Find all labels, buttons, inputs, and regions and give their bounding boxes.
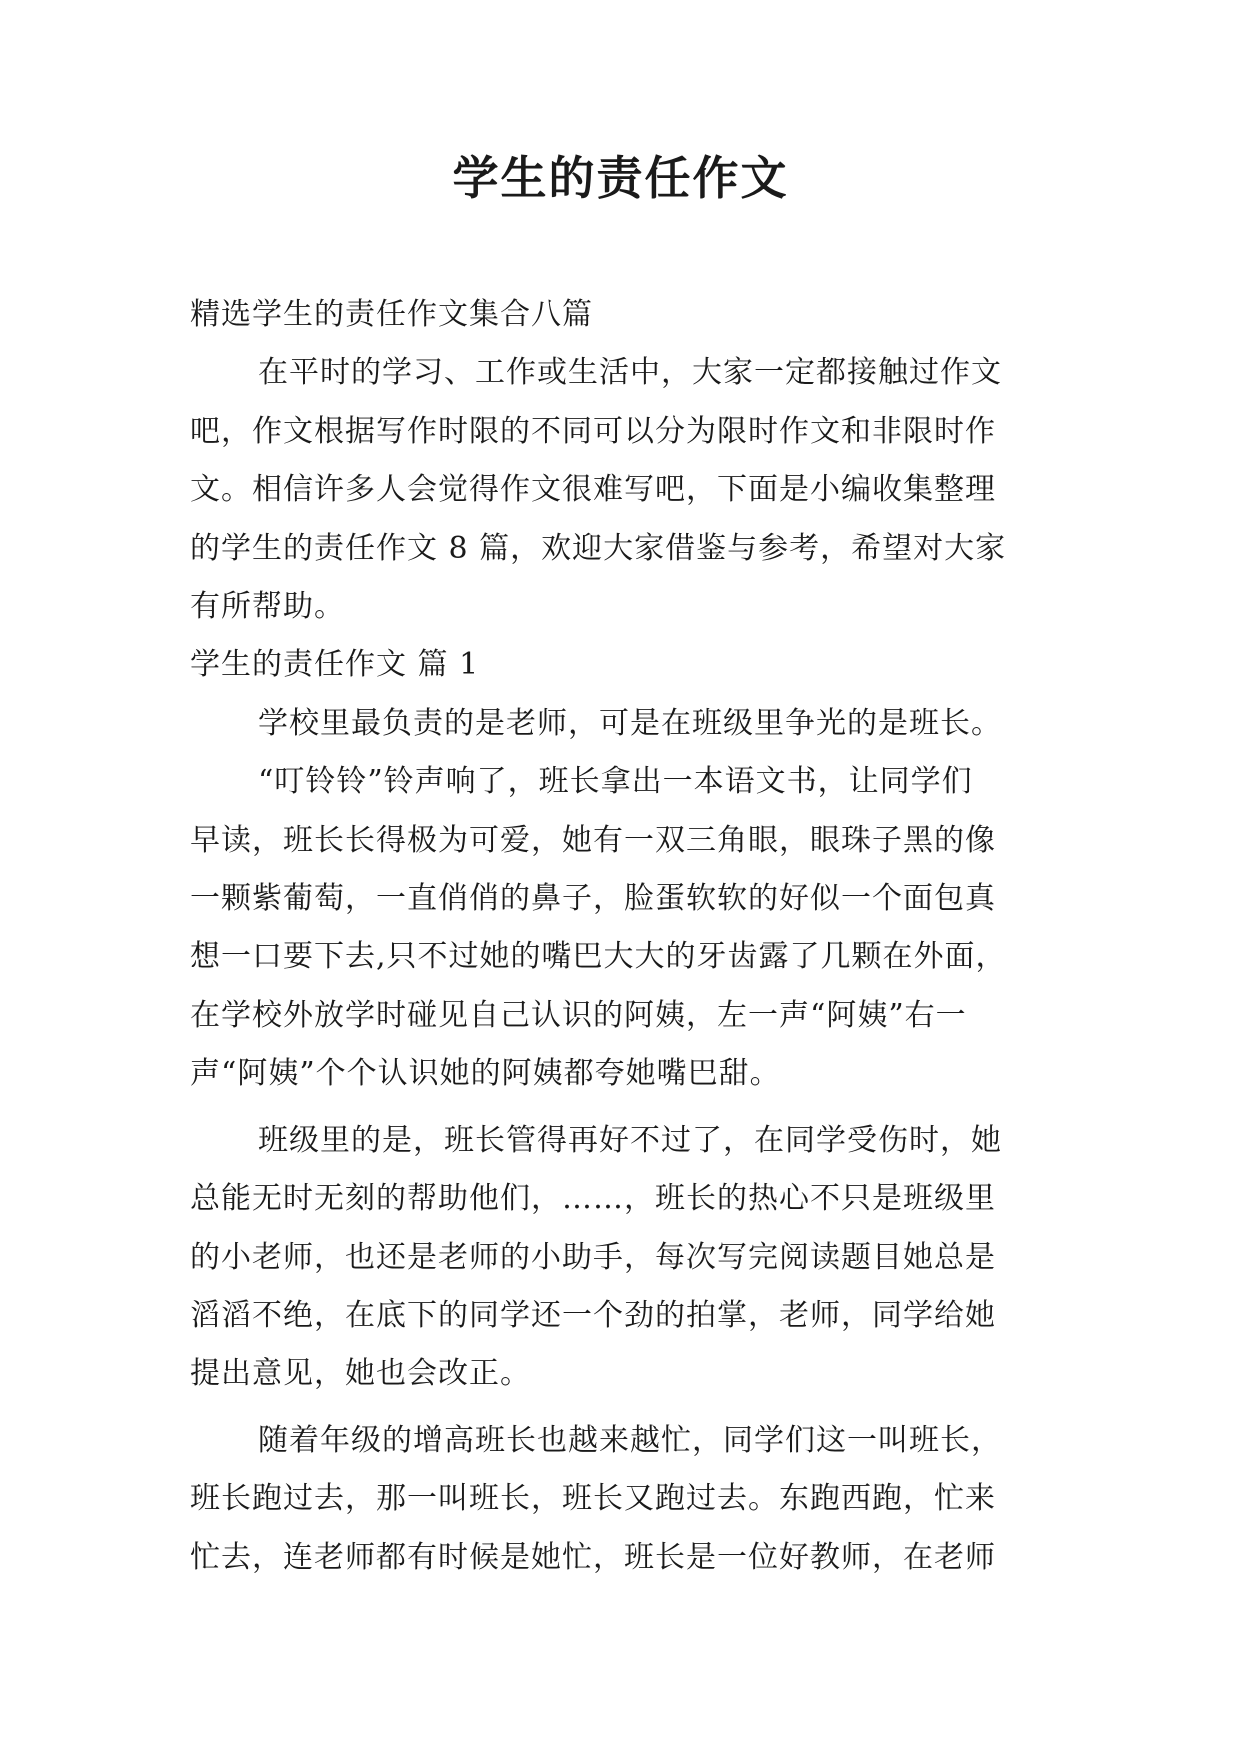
text-line: 在平时的学习、工作或生活中，大家一定都接触过作文 <box>258 355 1002 391</box>
essay-heading: 学生的责任作文 篇 1 <box>190 647 480 683</box>
text-line: 总能无时无刻的帮助他们，……，班长的热心不只是班级里 <box>190 1181 996 1217</box>
text-line: 学校里最负责的是老师，可是在班级里争光的是班长。 <box>258 705 1002 741</box>
text-line: 随着年级的增高班长也越来越忙，同学们这一叫班长， <box>258 1422 1002 1458</box>
text-line: 想一口要下去,只不过她的嘴巴大大的牙齿露了几颗在外面， <box>190 939 1007 975</box>
document-body <box>190 286 1052 1587</box>
text-line: 班长跑过去，那一叫班长，班长又跑过去。东跑西跑，忙来 <box>190 1481 996 1517</box>
text-line: 文。相信许多人会觉得作文很难写吧，下面是小编收集整理 <box>190 472 996 508</box>
text-line: 的小老师，也还是老师的小助手，每次写完阅读题目她总是 <box>190 1239 996 1275</box>
text-line: 的学生的责任作文 8 篇，欢迎大家借鉴与参考，希望对大家 <box>190 530 1007 566</box>
text-line: 声“阿姨”个个认识她的阿姨都夸她嘴巴甜。 <box>190 1056 781 1092</box>
text-line: 早读，班长长得极为可爱，她有一双三角眼，眼珠子黑的像 <box>190 822 996 858</box>
text-line: 一颗紫葡萄，一直俏俏的鼻子，脸蛋软软的好似一个面包真 <box>190 881 996 917</box>
text-line: 吧，作文根据写作时限的不同可以分为限时作文和非限时作 <box>190 413 996 449</box>
document-title: 学生的责任作文 <box>452 151 789 205</box>
text-line: 在学校外放学时碰见自己认识的阿姨，左一声“阿姨”右一 <box>190 997 967 1033</box>
text-line: 有所帮助。 <box>190 589 345 625</box>
text-line: “叮铃铃”铃声响了，班长拿出一本语文书，让同学们 <box>258 764 973 800</box>
text-line: 班级里的是，班长管得再好不过了，在同学受伤时，她 <box>258 1122 1002 1158</box>
text-line: 提出意见，她也会改正。 <box>190 1356 531 1392</box>
text-line: 滔滔不绝，在底下的同学还一个劲的拍掌，老师，同学给她 <box>190 1297 996 1333</box>
collection-heading: 精选学生的责任作文集合八篇 <box>190 297 593 332</box>
text-line: 忙去，连老师都有时候是她忙，班长是一位好教师，在老师 <box>190 1539 996 1575</box>
